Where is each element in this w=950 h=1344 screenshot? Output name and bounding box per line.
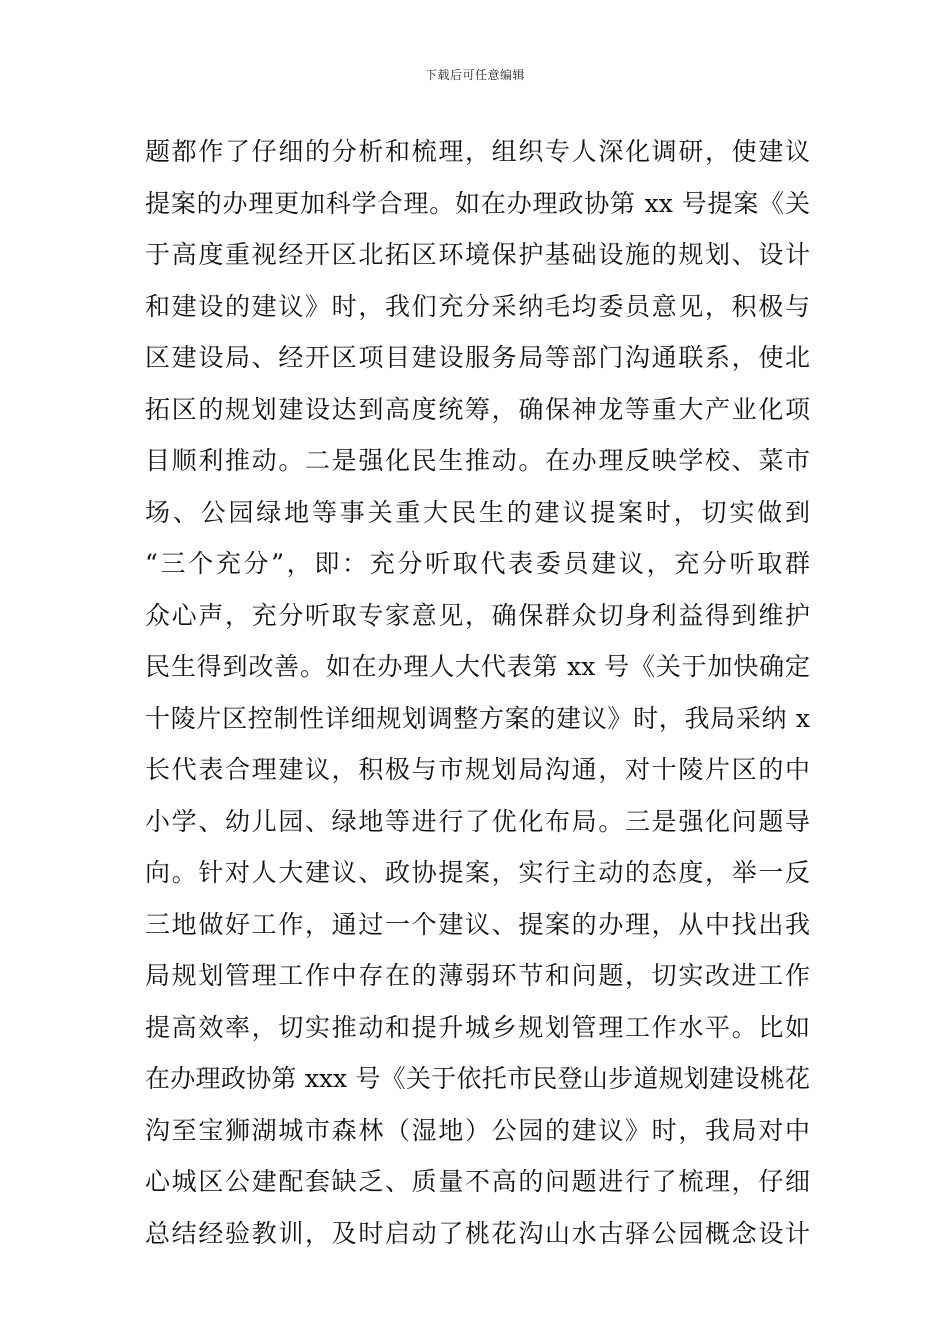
text-line: 和建设的建议》时，我们充分采纳毛均委员意见，积极与 xyxy=(145,291,810,321)
text-line: “三个充分”，即：充分听取代表委员建议，充分听取群 xyxy=(145,549,810,578)
text-line: 向。针对人大建议、政协提案，实行主动的态度，举一反 xyxy=(145,858,810,887)
text-line: 十陵片区控制性详细规划调整方案的建议》时，我局采纳 x xyxy=(145,703,810,733)
text-line: 众心声，充分听取专家意见，确保群众切身利益得到维护 xyxy=(145,600,810,630)
text-line: 沟至宝狮湖城市森林（湿地）公园的建议》时，我局对中 xyxy=(145,1115,810,1145)
text-line: 长代表合理建议，积极与市规划局沟通，对十陵片区的中 xyxy=(145,755,810,784)
text-line: 拓区的规划建设达到高度统筹，确保神龙等重大产业化项 xyxy=(145,394,810,424)
body-text xyxy=(145,126,810,1259)
page-header: 下载后可任意编辑 xyxy=(424,68,525,82)
text-line: 民生得到改善。如在办理人大代表第 xx 号《关于加快确定 xyxy=(145,652,810,681)
text-line: 在办理政协第 xxx 号《关于依托市民登山步道规划建设桃花 xyxy=(145,1064,810,1093)
text-line: 目顺利推动。二是强化民生推动。在办理反映学校、菜市 xyxy=(145,446,810,475)
text-line: 局规划管理工作中存在的薄弱环节和问题，切实改进工作 xyxy=(145,961,810,990)
text-line: 提案的办理更加科学合理。如在办理政协第 xx 号提案《关 xyxy=(145,188,810,218)
text-line: 三地做好工作，通过一个建议、提案的办理，从中找出我 xyxy=(145,909,810,939)
text-line: 题都作了仔细的分析和梳理，组织专人深化调研，使建议 xyxy=(145,137,810,166)
text-line: 总结经验教训，及时启动了桃花沟山水古驿公园概念设计 xyxy=(145,1218,810,1248)
text-line: 提高效率，切实推动和提升城乡规划管理工作水平。比如 xyxy=(145,1012,810,1042)
text-line: 心城区公建配套缺乏、质量不高的问题进行了梳理，仔细 xyxy=(145,1167,810,1196)
text-line: 场、公园绿地等事关重大民生的建议提案时，切实做到 xyxy=(145,497,810,527)
text-line: 小学、幼儿园、绿地等进行了优化布局。三是强化问题导 xyxy=(145,806,810,836)
text-line: 于高度重视经开区北拓区环境保护基础设施的规划、设计 xyxy=(145,240,810,269)
text-line: 区建设局、经开区项目建设服务局等部门沟通联系，使北 xyxy=(145,343,810,372)
